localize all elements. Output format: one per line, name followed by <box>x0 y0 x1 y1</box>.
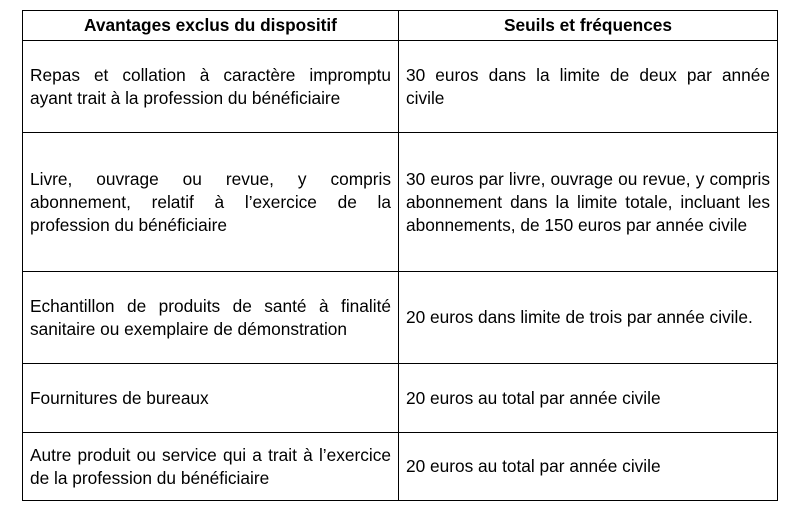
table-row <box>23 272 778 364</box>
advantage-cell: Echantillon de produits de santé à finalité sanitaire ou exemplaire de démonstration <box>23 272 399 364</box>
advantage-cell: Repas et collation à caractère impromptu ayant trait à la profession du bénéficiaire <box>23 41 399 133</box>
header-advantages: Avantages exclus du dispositif <box>23 11 399 41</box>
table-row <box>23 41 778 133</box>
table-row <box>23 364 778 433</box>
threshold-cell: 20 euros dans limite de trois par année civile. <box>399 272 778 364</box>
table-row <box>23 433 778 501</box>
advantage-cell: Autre produit ou service qui a trait à l’exercice de la profession du bénéficiaire <box>23 433 399 501</box>
threshold-cell: 30 euros par livre, ouvrage ou revue, y compris abonnement dans la limite totale, incluant les abonnements, de 150 euros par année civile <box>399 133 778 272</box>
advantages-table <box>22 10 778 501</box>
table-row <box>23 133 778 272</box>
threshold-cell: 20 euros au total par année civile <box>399 364 778 433</box>
threshold-cell: 30 euros dans la limite de deux par année civile <box>399 41 778 133</box>
advantage-cell: Fournitures de bureaux <box>23 364 399 433</box>
threshold-cell: 20 euros au total par année civile <box>399 433 778 501</box>
header-thresholds: Seuils et fréquences <box>399 11 778 41</box>
advantage-cell: Livre, ouvrage ou revue, y compris abonnement, relatif à l’exercice de la profession du bénéficiaire <box>23 133 399 272</box>
table-header-row <box>23 11 778 41</box>
